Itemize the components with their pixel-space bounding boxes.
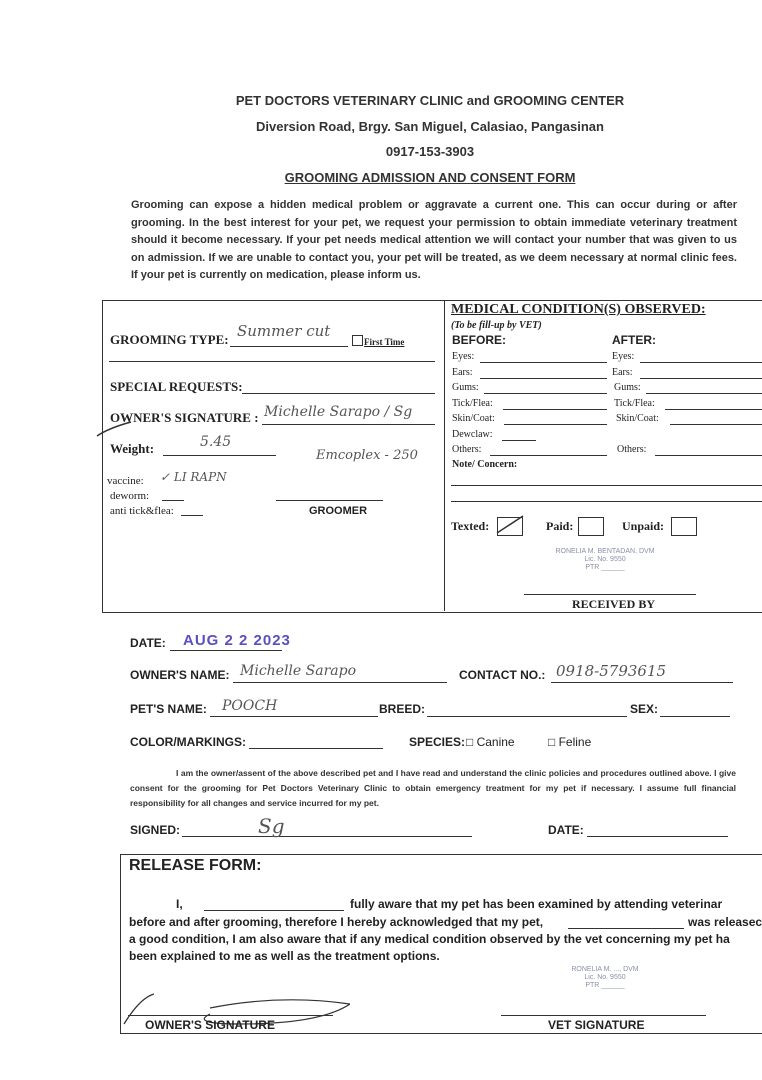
skin-coat-before-line bbox=[504, 424, 607, 425]
release-line2-start: before and after grooming, therefore I hereby acknowledged that my pet, bbox=[129, 915, 544, 929]
release-stamp-line1: RONELIA M. ..., DVM bbox=[571, 966, 639, 973]
box-divider bbox=[444, 300, 445, 611]
others-before-line bbox=[490, 455, 607, 456]
contact-line bbox=[551, 682, 733, 683]
received-by-label: RECEIVED BY bbox=[572, 597, 656, 611]
medication-note: Emcoplex - 250 bbox=[316, 448, 418, 463]
eyes-after-line bbox=[640, 362, 762, 363]
gums-after-label: Gums: bbox=[614, 382, 641, 393]
after-label: AFTER: bbox=[612, 333, 656, 347]
release-line1-end: fully aware that my pet has been examined by attending veterinar bbox=[350, 897, 723, 911]
tick-flea-after-line bbox=[665, 409, 762, 410]
dewclaw-label: Dewclaw: bbox=[452, 429, 493, 440]
before-label: BEFORE: bbox=[452, 333, 506, 347]
owner-name-line bbox=[233, 682, 447, 683]
release-pet-line bbox=[568, 928, 684, 929]
date-stamp[interactable]: AUG 2 2 2023 bbox=[183, 632, 291, 649]
deworm-line bbox=[162, 500, 184, 501]
eyes-before-label: Eyes: bbox=[452, 351, 475, 362]
unpaid-label: Unpaid: bbox=[622, 519, 665, 533]
first-time-checkbox[interactable] bbox=[352, 335, 363, 346]
vet-stamp-line1: RONELIA M. BENTADAN, DVM bbox=[555, 548, 655, 555]
first-time-label: First Time bbox=[364, 337, 405, 347]
dewclaw-line bbox=[502, 440, 536, 441]
groomer-label: GROOMER bbox=[309, 505, 368, 517]
paid-label: Paid: bbox=[546, 519, 574, 533]
intro-paragraph: Grooming can expose a hidden medical problem or aggravate a current one. This can occur during or after grooming. In the best interest for your pet, we request your permission to obtain immediate veterinary treatment should it become necessary. If your pet needs medical attention we will contact your number that was given to us on admission. If we are unable to contact you, your pet will be treated, as we deem necessary at normal clinic fees. If your pet is currently on medication, please inform us. bbox=[131, 199, 737, 281]
vet-stamp-line3: PTR ______ bbox=[585, 564, 625, 571]
tick-flea-before-label: Tick/Flea: bbox=[452, 398, 493, 409]
owner-signature-value[interactable]: Michelle Sarapo / Sg bbox=[264, 404, 413, 420]
canine-option[interactable]: □ Canine bbox=[466, 735, 515, 749]
date-label: DATE: bbox=[130, 636, 166, 650]
vet-signature-label: VET SIGNATURE bbox=[548, 1018, 645, 1032]
owner-signature-line bbox=[262, 424, 435, 425]
release-line2-end: was releasec bbox=[688, 915, 762, 929]
signed-value[interactable]: Sg bbox=[258, 814, 285, 838]
anti-tick-label: anti tick&flea: bbox=[110, 505, 174, 517]
sex-line bbox=[660, 716, 730, 717]
grooming-type-line bbox=[230, 346, 348, 347]
gums-after-line bbox=[646, 393, 762, 394]
skin-coat-before-label: Skin/Coat: bbox=[452, 413, 495, 424]
others-after-label: Others: bbox=[617, 444, 647, 455]
others-after-line bbox=[655, 455, 762, 456]
grooming-type-value[interactable]: Summer cut bbox=[237, 322, 331, 340]
vaccine-label: vaccine: bbox=[107, 475, 144, 487]
grooming-type-line-2 bbox=[109, 361, 435, 362]
color-label: COLOR/MARKINGS: bbox=[130, 735, 246, 749]
clinic-phone: 0917-153-3903 bbox=[385, 144, 475, 159]
consent-date-label: DATE: bbox=[548, 823, 584, 837]
tick-flea-after-label: Tick/Flea: bbox=[614, 398, 655, 409]
owner-signature-release-line bbox=[128, 1015, 333, 1016]
sex-label: SEX: bbox=[630, 702, 659, 716]
others-before-label: Others: bbox=[452, 444, 482, 455]
note-line-1 bbox=[451, 485, 762, 486]
groomer-line bbox=[276, 500, 383, 501]
vaccine-value[interactable]: ✓ LI RAPN bbox=[160, 470, 227, 484]
special-requests-line bbox=[242, 393, 435, 394]
release-line3: a good condition, I am also aware that if any medical condition observed by the vet concerning my pet ha bbox=[129, 932, 730, 946]
unpaid-checkbox[interactable] bbox=[671, 517, 697, 536]
deworm-label: deworm: bbox=[110, 490, 150, 502]
breed-label: BREED: bbox=[379, 702, 426, 716]
release-name-line bbox=[204, 910, 344, 911]
paid-checkbox[interactable] bbox=[578, 517, 604, 536]
note-concern-label: Note/ Concern: bbox=[452, 459, 518, 470]
owner-name-label: OWNER'S NAME: bbox=[130, 668, 230, 682]
consent-date-line bbox=[587, 836, 728, 837]
grooming-type-label: GROOMING TYPE: bbox=[110, 332, 229, 347]
clinic-name: PET DOCTORS VETERINARY CLINIC and GROOMING CENTER bbox=[235, 93, 625, 108]
species-label: SPECIES: bbox=[409, 735, 466, 749]
release-line1-start: I, bbox=[176, 897, 183, 911]
note-line-2 bbox=[451, 501, 762, 502]
pet-name-line bbox=[210, 716, 378, 717]
texted-check-mark bbox=[494, 513, 526, 537]
release-title: RELEASE FORM: bbox=[129, 857, 262, 874]
anti-tick-line bbox=[181, 515, 203, 516]
received-by-line bbox=[524, 594, 696, 595]
special-requests-label: SPECIAL REQUESTS: bbox=[110, 379, 243, 394]
texted-label: Texted: bbox=[451, 519, 490, 533]
pet-name-label: PET'S NAME: bbox=[130, 702, 207, 716]
eyes-after-label: Eyes: bbox=[612, 351, 635, 362]
skin-coat-after-line bbox=[670, 424, 762, 425]
clinic-address: Diversion Road, Brgy. San Miguel, Calasiao, Pangasinan bbox=[256, 119, 604, 134]
owner-name-value[interactable]: Michelle Sarapo bbox=[240, 663, 357, 679]
date-line bbox=[170, 650, 282, 651]
release-vet-stamp bbox=[550, 966, 660, 990]
vet-signature-line bbox=[501, 1015, 706, 1016]
ears-after-label: Ears: bbox=[612, 367, 633, 378]
weight-value[interactable]: 5.45 bbox=[200, 434, 232, 450]
medical-title: MEDICAL CONDITION(S) OBSERVED: bbox=[451, 302, 706, 317]
vet-stamp-line2: Lic. No. 9550 bbox=[584, 556, 626, 563]
color-line bbox=[249, 748, 383, 749]
eyes-before-line bbox=[480, 362, 607, 363]
medical-subtitle: (To be fill-up by VET) bbox=[451, 320, 542, 331]
ears-before-line bbox=[480, 378, 607, 379]
signed-line bbox=[182, 836, 472, 837]
release-line4: been explained to me as well as the treatment options. bbox=[129, 949, 440, 963]
gums-before-line bbox=[484, 393, 607, 394]
tick-flea-before-line bbox=[503, 409, 607, 410]
consent-text: I am the owner/assent of the above described pet and I have read and understand the clinic policies and procedures outlined above. I give consent for the grooming for Pet Doctors Veterinary Clinic to obtain emergency treatment for my pet if necessary. I assume full financial responsibility for all changes and service incurred for my pet. bbox=[130, 768, 736, 808]
signed-label: SIGNED: bbox=[130, 823, 181, 837]
breed-line bbox=[427, 716, 627, 717]
pet-name-value[interactable]: POOCH bbox=[222, 698, 278, 714]
weight-line bbox=[163, 455, 276, 456]
weight-label: Weight: bbox=[110, 441, 155, 456]
feline-option[interactable]: □ Feline bbox=[548, 735, 592, 749]
vet-stamp bbox=[545, 548, 665, 572]
ears-before-label: Ears: bbox=[452, 367, 473, 378]
contact-label: CONTACT NO.: bbox=[459, 668, 546, 682]
owner-signature-release-label: OWNER'S SIGNATURE bbox=[145, 1018, 275, 1032]
skin-coat-after-label: Skin/Coat: bbox=[616, 413, 659, 424]
ears-after-line bbox=[640, 378, 762, 379]
gums-before-label: Gums: bbox=[452, 382, 479, 393]
form-title: GROOMING ADMISSION AND CONSENT FORM bbox=[284, 170, 576, 185]
release-stamp-line3: PTR ______ bbox=[585, 982, 625, 989]
release-stamp-line2: Lic. No. 9550 bbox=[584, 974, 626, 981]
owner-signature-label: OWNER'S SIGNATURE : bbox=[110, 410, 259, 425]
signature-strike-mark bbox=[95, 410, 135, 440]
contact-value[interactable]: 0918-5793615 bbox=[556, 662, 667, 680]
